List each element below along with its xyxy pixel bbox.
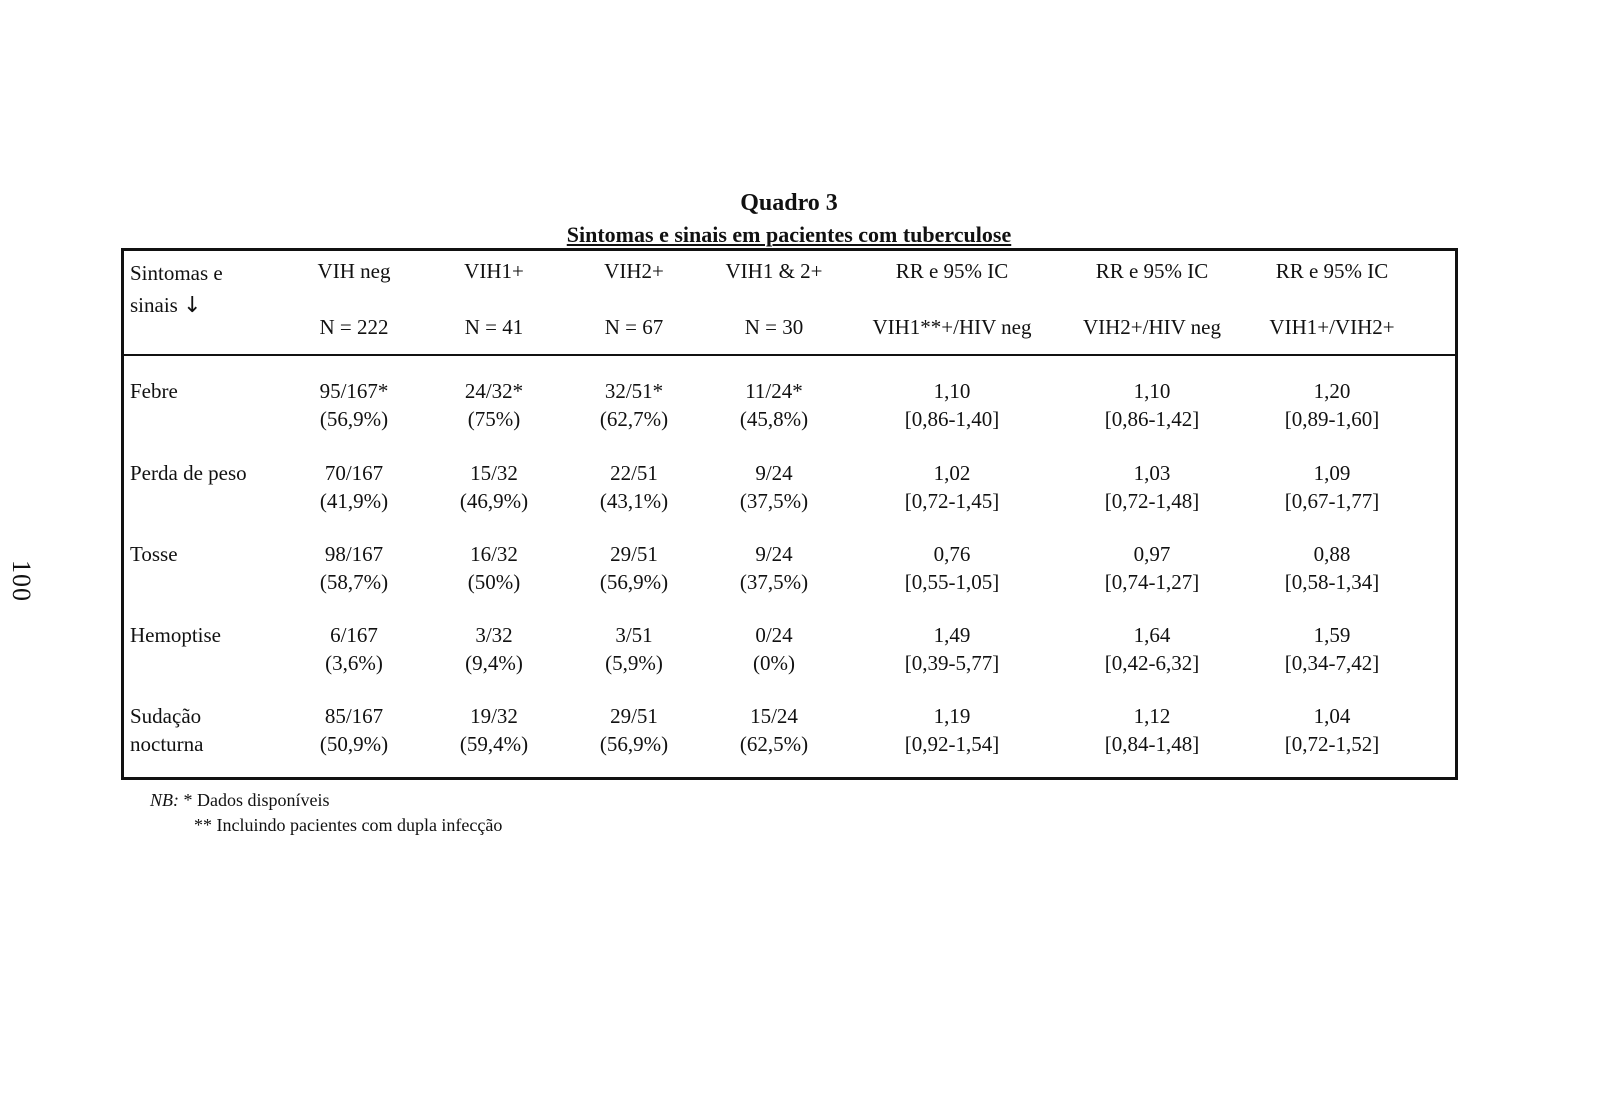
cell-value: 95/167*	[319, 379, 389, 403]
column-subheader: N = 41	[464, 315, 524, 339]
cell-interval: (58,7%)	[319, 570, 389, 594]
cell-value: 1,20	[1313, 379, 1351, 403]
table-subtitle: Sintomas e sinais em pacientes com tuberculose	[566, 222, 1012, 247]
cell-interval: (50,9%)	[319, 732, 389, 756]
column-subheader: N = 30	[744, 315, 804, 339]
column-subheader: VIH2+/HIV neg	[1082, 315, 1222, 339]
cell-value: 1,10	[1133, 379, 1171, 403]
symptoms-table	[121, 248, 1458, 780]
column-subheader: VIH1**+/HIV neg	[872, 315, 1032, 339]
cell-value: 19/32	[470, 704, 518, 728]
cell-interval: [0,86-1,42]	[1104, 407, 1200, 431]
cell-value: 1,10	[933, 379, 971, 403]
cell-interval: [0,72-1,48]	[1104, 489, 1200, 513]
row-label	[130, 540, 178, 568]
cell-value: 15/24	[750, 704, 798, 728]
cell-interval: (37,5%)	[739, 570, 809, 594]
cell-value: 85/167	[324, 704, 384, 728]
column-subheader: N = 67	[604, 315, 664, 339]
table-cell	[1105, 459, 1199, 515]
table-cell	[320, 540, 388, 596]
cell-interval: [0,86-1,40]	[904, 407, 1000, 431]
row-label-line: Febre	[130, 379, 178, 403]
row-label-line: Perda de peso	[130, 461, 247, 485]
cell-interval: [0,67-1,77]	[1284, 489, 1380, 513]
cell-value: 29/51	[610, 704, 658, 728]
table-cell	[1105, 377, 1199, 433]
cell-value: 0,88	[1313, 542, 1351, 566]
table-cell	[1285, 377, 1379, 433]
cell-interval: (3,6%)	[325, 651, 383, 675]
table-cell	[740, 459, 808, 515]
row-label	[130, 702, 203, 758]
cell-value: 98/167	[324, 542, 384, 566]
table-cell	[600, 377, 668, 433]
table-cell	[1105, 702, 1199, 758]
table-cell	[320, 459, 388, 515]
cell-value: 9/24	[755, 461, 793, 485]
cell-value: 1,59	[1313, 623, 1351, 647]
column-header: VIH1+	[464, 259, 524, 283]
page-number: 100	[7, 560, 36, 602]
cell-value: 0,97	[1133, 542, 1171, 566]
column-header: VIH2+	[604, 259, 664, 283]
table-cell	[1285, 702, 1379, 758]
cell-value: 6/167	[330, 623, 378, 647]
note-available-data: * Dados disponíveis	[183, 790, 330, 810]
cell-interval: (9,4%)	[465, 651, 523, 675]
cell-interval: (56,9%)	[599, 570, 669, 594]
cell-value: 3/32	[475, 623, 513, 647]
table-cell	[1285, 459, 1379, 515]
cell-interval: (41,9%)	[319, 489, 389, 513]
table-notes	[150, 788, 502, 838]
table-cell	[1105, 540, 1199, 596]
table-cell	[460, 702, 528, 758]
column-header: RR e 95% IC	[1275, 259, 1389, 283]
cell-value: 1,19	[933, 704, 971, 728]
cell-interval: [0,39-5,77]	[904, 651, 1000, 675]
cell-value: 11/24*	[745, 379, 803, 403]
cell-interval: [0,72-1,45]	[904, 489, 1000, 513]
column-subheader: VIH1+/VIH2+	[1269, 315, 1395, 339]
cell-value: 0/24	[755, 623, 793, 647]
cell-value: 32/51*	[604, 379, 664, 403]
cell-interval: [0,42-6,32]	[1104, 651, 1200, 675]
column-header: VIH1 & 2+	[725, 259, 823, 283]
cell-interval: (43,1%)	[599, 489, 669, 513]
cell-value: 1,64	[1133, 623, 1171, 647]
cell-value: 29/51	[610, 542, 658, 566]
cell-interval: (56,9%)	[599, 732, 669, 756]
table-cell	[460, 459, 528, 515]
cell-interval: [0,89-1,60]	[1284, 407, 1380, 431]
cell-value: 24/32*	[464, 379, 524, 403]
row-label-line: Tosse	[130, 542, 178, 566]
cell-value: 1,12	[1133, 704, 1171, 728]
cell-interval: [0,72-1,52]	[1284, 732, 1380, 756]
column-header: RR e 95% IC	[895, 259, 1009, 283]
table-cell	[465, 621, 523, 677]
table-cell	[1105, 621, 1199, 677]
cell-interval: (5,9%)	[605, 651, 663, 675]
cell-interval: (37,5%)	[739, 489, 809, 513]
row-label-line: Sudação	[130, 704, 202, 728]
cell-value: 3/51	[615, 623, 653, 647]
cell-interval: [0,74-1,27]	[1104, 570, 1200, 594]
table-cell	[600, 702, 668, 758]
table-cell	[905, 377, 999, 433]
table-cell	[320, 377, 389, 433]
cell-interval: (56,9%)	[319, 407, 389, 431]
table-cell	[600, 459, 668, 515]
nb-label: NB:	[150, 790, 179, 810]
table-cell	[905, 540, 999, 596]
cell-value: 9/24	[755, 542, 793, 566]
cell-interval: [0,58-1,34]	[1284, 570, 1380, 594]
cell-value: 1,04	[1313, 704, 1351, 728]
table-cell	[740, 540, 808, 596]
row-label	[130, 621, 221, 649]
table-cell	[468, 540, 520, 596]
table-cell	[1285, 621, 1379, 677]
table-cell	[753, 621, 795, 677]
table-cell	[905, 621, 999, 677]
row-label-line: Hemoptise	[130, 623, 221, 647]
table-cell	[325, 621, 383, 677]
table-cell	[905, 702, 999, 758]
table-cell	[465, 377, 523, 433]
table-title: Quadro 3	[740, 190, 838, 216]
row-label	[130, 459, 247, 487]
cell-interval: [0,34-7,42]	[1284, 651, 1380, 675]
cell-interval: [0,55-1,05]	[904, 570, 1000, 594]
cell-interval: (62,7%)	[599, 407, 669, 431]
column-subheader: N = 222	[319, 315, 389, 339]
table-cell	[320, 702, 388, 758]
cell-interval: (50%)	[467, 570, 521, 594]
table-cell	[740, 702, 808, 758]
corner-header	[130, 257, 223, 322]
corner-header-line1: Sintomas e	[130, 261, 223, 285]
cell-value: 15/32	[470, 461, 518, 485]
table-cell	[905, 459, 999, 515]
header-divider	[124, 354, 1455, 356]
table-cell	[600, 540, 668, 596]
cell-value: 70/167	[324, 461, 384, 485]
cell-interval: (62,5%)	[739, 732, 809, 756]
row-label-line: nocturna	[130, 732, 204, 756]
column-header: RR e 95% IC	[1095, 259, 1209, 283]
cell-value: 1,09	[1313, 461, 1351, 485]
cell-value: 1,03	[1133, 461, 1171, 485]
cell-value: 1,02	[933, 461, 971, 485]
table-cell	[1285, 540, 1379, 596]
cell-value: 0,76	[933, 542, 971, 566]
cell-interval: [0,92-1,54]	[904, 732, 1000, 756]
cell-interval: (0%)	[753, 651, 795, 675]
row-label	[130, 377, 178, 405]
column-header: VIH neg	[317, 259, 391, 283]
cell-interval: (59,4%)	[459, 732, 529, 756]
corner-header-line2: sinais	[130, 293, 178, 317]
cell-interval: [0,84-1,48]	[1104, 732, 1200, 756]
cell-interval: (45,8%)	[739, 407, 809, 431]
cell-interval: (46,9%)	[459, 489, 529, 513]
cell-interval: (75%)	[467, 407, 521, 431]
cell-value: 1,49	[933, 623, 971, 647]
cell-value: 22/51	[610, 461, 658, 485]
table-cell	[605, 621, 663, 677]
table-cell	[740, 377, 808, 433]
note-dual-infection: ** Incluindo pacientes com dupla infecção	[194, 815, 503, 835]
cell-value: 16/32	[470, 542, 518, 566]
down-arrow-icon: ↓	[183, 293, 202, 318]
